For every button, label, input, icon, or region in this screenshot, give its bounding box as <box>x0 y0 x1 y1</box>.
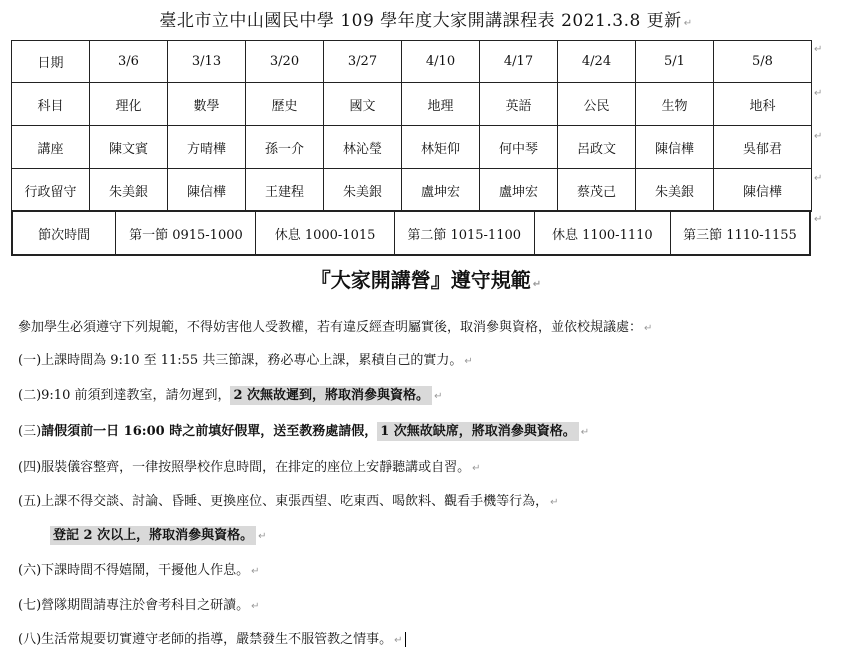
paragraph-mark: ↵ <box>814 173 823 184</box>
paragraph-mark: ↵ <box>472 463 481 474</box>
rule-highlight: 2 次無故遲到，將取消參與資格。 <box>230 386 432 405</box>
paragraph-mark: ↵ <box>814 44 823 55</box>
table-cell: 何中琴 <box>480 126 558 169</box>
schedule-row-admin <box>12 169 812 212</box>
table-cell: 3/27 <box>324 41 402 83</box>
paragraph-mark: ↵ <box>258 531 267 542</box>
table-cell: 王建程 <box>246 169 324 212</box>
paragraph-mark: ↵ <box>434 391 443 402</box>
table-cell: 朱美銀 <box>90 169 168 212</box>
rule-text: (七)營隊期間請專注於會考科目之研讀。 <box>18 598 250 613</box>
rule-text: (二)9:10 前須到達教室，請勿遲到， <box>18 388 231 403</box>
table-cell: 國文 <box>324 83 402 126</box>
paragraph-mark: ↵ <box>464 356 473 367</box>
paragraph-mark: ↵ <box>580 427 590 438</box>
paragraph-mark: ↵ <box>814 214 823 225</box>
table-cell: 4/10 <box>402 41 480 83</box>
paragraph-mark: ↵ <box>394 635 403 646</box>
table-cell: 生物 <box>636 83 714 126</box>
rule-item-4 <box>18 456 481 475</box>
rule-highlight: 1 次無故缺席，將取消參與資格。 <box>377 422 579 441</box>
rule-item-8[interactable] <box>18 628 406 647</box>
table-cell: 講座 <box>12 126 90 169</box>
rule-item-5 <box>18 490 559 509</box>
table-cell: 3/20 <box>246 41 324 83</box>
rule-text: (八)生活常規要切實遵守老師的指導，嚴禁發生不服管教之情事。 <box>18 632 393 647</box>
paragraph-mark: ↵ <box>550 497 559 508</box>
paragraph-mark: ↵ <box>251 601 260 612</box>
rule-item-7 <box>18 594 260 613</box>
time-slot-cell: 休息 1100-1110 <box>535 212 671 254</box>
table-cell: 行政留守 <box>12 169 90 212</box>
table-cell: 公民 <box>558 83 636 126</box>
table-cell: 林沁瑩 <box>324 126 402 169</box>
table-cell: 孫一介 <box>246 126 324 169</box>
time-slot-cell: 第二節 1015-1100 <box>395 212 535 254</box>
time-slot-cell: 節次時間 <box>13 212 116 254</box>
paragraph-mark: ↵ <box>532 279 542 290</box>
intro-text: 參加學生必須遵守下列規範，不得妨害他人受教權，若有違反經查明屬實後，取消參與資格，並依校規議處： <box>18 320 643 335</box>
table-cell: 歷史 <box>246 83 324 126</box>
rule-item-6 <box>18 559 260 578</box>
rule-item-2 <box>18 384 442 403</box>
table-cell: 理化 <box>90 83 168 126</box>
table-cell: 4/17 <box>480 41 558 83</box>
rule-item-5-continuation <box>50 524 267 543</box>
time-slot-cell: 第三節 1110-1155 <box>683 227 797 243</box>
rule-text: (五)上課不得交談、討論、昏睡、更換座位、東張西望、吃東西、喝飲料、觀看手機等行為， <box>18 494 549 509</box>
table-cell: 數學 <box>168 83 246 126</box>
table-cell: 陳信樺 <box>168 169 246 212</box>
text-cursor <box>405 632 406 647</box>
document-title <box>0 6 852 31</box>
paragraph-mark: ↵ <box>814 88 823 99</box>
table-cell: 陳信樺 <box>636 126 714 169</box>
table-cell: 3/6 <box>90 41 168 83</box>
paragraph-mark: ↵ <box>251 566 260 577</box>
rules-intro <box>18 316 652 335</box>
rule-text: (六)下課時間不得嬉鬧，干擾他人作息。 <box>18 563 250 578</box>
table-cell: 朱美銀 <box>636 169 714 212</box>
time-slot-cell: 第一節 0915-1000 <box>116 212 256 254</box>
table-cell: 陳信樺 <box>714 169 812 212</box>
rule-highlight: 登記 2 次以上，將取消參與資格。 <box>50 526 256 545</box>
schedule-table <box>11 40 812 212</box>
schedule-row-lecturer <box>12 126 812 169</box>
rules-heading <box>0 264 852 293</box>
time-slot-table <box>11 210 811 256</box>
table-cell: 4/24 <box>558 41 636 83</box>
schedule-row-date <box>12 41 812 83</box>
table-cell: 陳文賓 <box>90 126 168 169</box>
rule-number: (三) <box>18 424 42 439</box>
rules-heading-text: 『大家開講營』遵守規範 <box>310 268 531 292</box>
title-text: 臺北市立中山國民中學 109 學年度大家開講課程表 2021.3.8 更新 <box>159 11 682 31</box>
table-cell: 呂政文 <box>558 126 636 169</box>
table-cell: 朱美銀 <box>324 169 402 212</box>
table-cell: 地科 <box>714 83 812 126</box>
table-cell: 5/8 <box>714 41 812 83</box>
rule-item-3 <box>18 420 589 439</box>
table-cell: 吳郁君 <box>714 126 812 169</box>
table-cell: 地理 <box>402 83 480 126</box>
table-cell: 3/13 <box>168 41 246 83</box>
table-cell: 蔡茂己 <box>558 169 636 212</box>
rule-text-bold: 請假須前一日 16:00 時之前填好假單，送至教務處請假， <box>41 424 378 439</box>
paragraph-mark: ↵ <box>644 323 653 334</box>
table-cell: 5/1 <box>636 41 714 83</box>
rule-text: (四)服裝儀容整齊，一律按照學校作息時間，在排定的座位上安靜聽講或自習。 <box>18 460 471 475</box>
rule-text: (一)上課時間為 9:10 至 11:55 共三節課，務必專心上課，累積自己的實力。 <box>18 353 463 368</box>
table-cell: 日期 <box>12 41 90 83</box>
table-cell: 盧坤宏 <box>480 169 558 212</box>
table-cell: 科目 <box>12 83 90 126</box>
paragraph-mark: ↵ <box>814 131 823 142</box>
table-cell: 盧坤宏 <box>402 169 480 212</box>
table-cell: 方晴樺 <box>168 126 246 169</box>
time-slot-cell: 休息 1000-1015 <box>256 212 394 254</box>
schedule-row-subject <box>12 83 812 126</box>
paragraph-mark: ↵ <box>683 18 693 29</box>
table-cell: 林矩仰 <box>402 126 480 169</box>
rule-item-1 <box>18 349 473 368</box>
table-cell: 英語 <box>480 83 558 126</box>
